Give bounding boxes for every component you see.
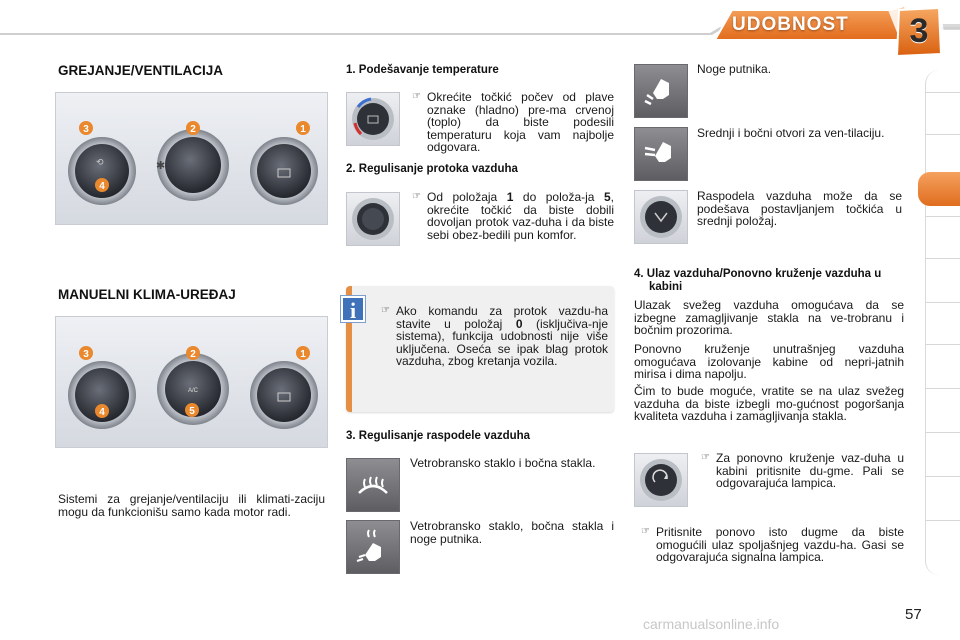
knob-air-intake [68,137,136,205]
bullet-hand-icon: ☞ [412,191,421,202]
heating-label-2: 2 [190,124,196,135]
svg-text:⟲: ⟲ [96,157,104,167]
knob-air-flow [156,129,229,201]
ac-label-2: 2 [190,349,196,360]
recirculation-paragraph: Ponovno kruženje unutrašnjeg vazduha omogućava izolovanje kabine od nepri-jatnih mirisa i dima napolju. [634,342,904,382]
windscreen-demist-icon [347,459,399,511]
recirculation-icon [635,454,687,506]
section-2-title: 2. Regulisanje protoka vazduha [346,163,518,175]
windscreen-feet-icon-box [346,520,400,574]
recirculation-on-instruction: ☞ Za ponovno kruženje vaz-duha u kabini pritisnite du-gme. Pali se odgovarajuća lampica. [701,451,904,491]
fresh-air-paragraph: Ulazak svežeg vazduha omogućava da se izbegne zamagljivanje stakla na ve-trobranu i bočnim prozorima. [634,298,904,338]
bullet-hand-icon: ☞ [641,526,650,537]
airflow-knob-image [346,192,400,246]
ac-button-label: A/C [187,388,199,394]
recirculation-off-instruction: ☞ Pritisnite ponovo isto dugme da biste omogućili ulaz spoljašnjeg vazdu-ha. Gasi se odgovarajuća signalna lampica. [641,525,904,565]
recirculation-knob-image [634,453,688,507]
heating-label-4: 4 [99,181,105,192]
temperature-knob-image [346,92,400,146]
ac-knob-air-intake [68,361,136,429]
distribution-knob-image [634,190,688,244]
bullet-hand-icon: ☞ [381,305,390,316]
heating-control-panel [55,92,328,225]
return-fresh-air-paragraph: Čim to bude moguće, vratite se na ulaz svežeg vazduha da biste izbegli mo-gućnost pogoršanja kvaliteta vazduha i zamagljivanja stakla. [634,384,904,424]
heating-label-1: 1 [300,124,306,135]
ac-control-panel [55,316,328,448]
heating-section-title: GREJANJE/VENTILACIJA [58,63,224,78]
info-icon: i [341,296,365,322]
ac-label-3: 3 [83,349,89,360]
ac-label-1: 1 [300,349,306,360]
ac-knob-distribution [250,361,318,429]
bullet-hand-icon: ☞ [701,452,710,463]
distribution-windscreen-feet: Vetrobransko staklo, bočna stakla i noge putnika. [410,519,614,546]
feet-airflow-icon [635,65,687,117]
heating-label-3: 3 [83,124,89,135]
feet-icon-box [634,64,688,118]
svg-text:✱: ✱ [156,160,166,172]
ac-label-5: 5 [189,406,195,417]
ac-section-title: MANUELNI KLIMA-UREĐAJ [58,287,236,302]
temperature-instruction: ☞ Okrećite točkić počev od plave oznake (hladno) pre-ma crvenoj (toplo) da biste podesili temperaturu koja vam najbolje odgovara. [412,90,614,155]
distribution-vents: Srednji i bočni otvori za ven-tilaciju. [697,126,885,140]
page-number: 57 [905,606,922,623]
ac-label-4: 4 [99,407,105,418]
distribution-feet: Noge putnika. [697,62,772,76]
distribution-windscreen: Vetrobransko staklo i bočna stakla. [410,456,596,470]
watermark-text: carmanualsonline.info [643,616,780,632]
section-1-title: 1. Podešavanje temperature [346,64,499,76]
bullet-hand-icon: ☞ [412,91,421,102]
vents-icon-box [634,127,688,181]
chapter-title: UDOBNOST [732,14,849,35]
chapter-number: 3 [909,12,929,50]
info-note-text: ☞ Ako komandu za protok vazdu-ha stavite u položaj 0 (isključiva-nje sistema), funkcija udobnosti nije više uključena. Oseća se ipak blag protok vazduha, zbog kretanja vozila. [381,304,608,369]
airflow-instruction: ☞ Od položaja 1 do položa-ja 5, okrećite točkić da biste dobili dovoljan protok vaz-duha i da biste sebi obez-bedili pun komfor. [412,190,614,242]
section-4-title: 4. Ulaz vazduha/Ponovno kruženje vazduha u kabini [634,268,882,293]
face-vents-icon [635,128,687,180]
section-3-title: 3. Regulisanje raspodele vazduha [346,430,531,442]
operating-note: Sistemi za grejanje/ventilaciju ili klimati-zaciju mogu da funkcionišu samo kada motor radi. [58,492,325,519]
side-tab-active-chapter[interactable] [918,172,960,206]
knob-distribution [250,137,318,205]
windscreen-demist-icon-box [346,458,400,512]
windscreen-feet-icon [347,521,399,573]
distribution-mixed: Raspodela vazduha može da se podešava postavljanjem točkića u srednji položaj. [697,189,902,229]
side-tab-lines [925,70,960,575]
